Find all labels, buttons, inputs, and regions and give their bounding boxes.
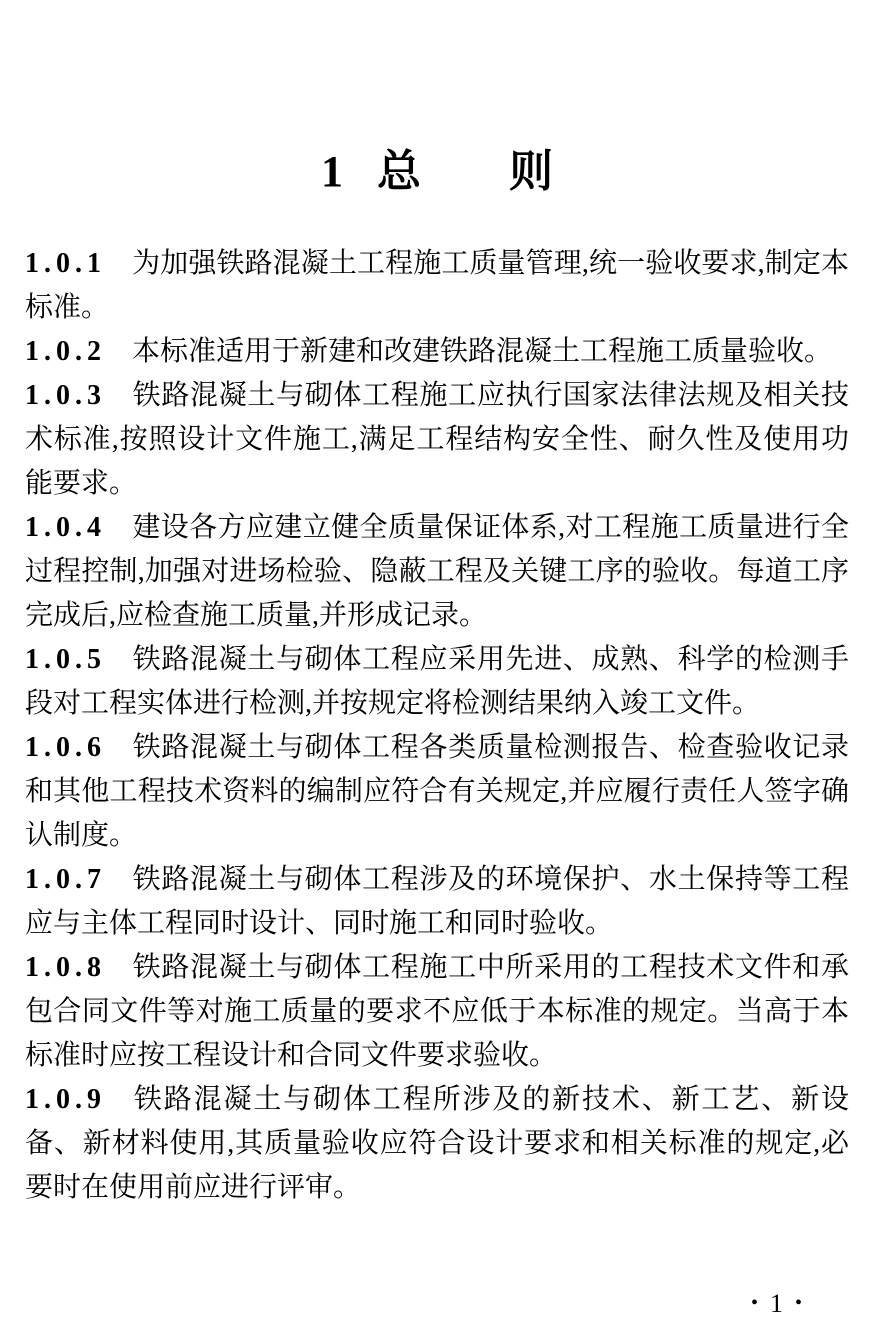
clause-number: 1.0.4 <box>25 512 106 543</box>
clause <box>25 1078 849 1210</box>
clause-text: 铁路混凝土与砌体工程施工应执行国家法律法规及相关技术标准,按照设计文件施工,满足工程结构安全性、耐久性及使用功能要求。 <box>25 380 849 499</box>
footer-bullet-left: • <box>750 1292 758 1314</box>
clause-text: 铁路混凝土与砌体工程应采用先进、成熟、科学的检测手段对工程实体进行检测,并按规定将检测结果纳入竣工文件。 <box>25 644 849 719</box>
clause-text: 本标准适用于新建和改建铁路混凝土工程施工质量验收。 <box>132 336 833 367</box>
clause <box>25 374 849 506</box>
page-number <box>751 1288 802 1319</box>
clause-text: 为加强铁路混凝土工程施工质量管理,统一验收要求,制定本标准。 <box>25 248 849 323</box>
clause-text: 建设各方应建立健全质量保证体系,对工程施工质量进行全过程控制,加强对进场检验、隐蔽工程及关键工序的验收。每道工序完成后,应检查施工质量,并形成记录。 <box>25 512 849 631</box>
page-number-value: 1 <box>769 1289 783 1318</box>
clause-number: 1.0.2 <box>25 336 106 367</box>
clause <box>25 330 849 374</box>
chapter-number: 1 <box>321 147 343 196</box>
clause-number: 1.0.6 <box>25 732 106 763</box>
clause-text: 铁路混凝土与砌体工程涉及的环境保护、水土保持等工程应与主体工程同时设计、同时施工和同时验收。 <box>25 864 849 939</box>
footer-bullet-right: • <box>794 1292 802 1314</box>
clause-text: 铁路混凝土与砌体工程各类质量检测报告、检查验收记录和其他工程技术资料的编制应符合有关规定,并应履行责任人签字确认制度。 <box>25 732 849 851</box>
clause-number: 1.0.5 <box>25 644 106 675</box>
clause-number: 1.0.1 <box>25 248 106 279</box>
clause <box>25 858 849 946</box>
clause-number: 1.0.9 <box>25 1084 106 1115</box>
clause <box>25 726 849 858</box>
clause-list <box>25 242 849 1210</box>
chapter-title-char-2: 则 <box>509 147 553 196</box>
clause-number: 1.0.3 <box>25 380 106 411</box>
chapter-title-char-1: 总 <box>377 147 421 196</box>
clause <box>25 506 849 638</box>
clause-text: 铁路混凝土与砌体工程施工中所采用的工程技术文件和承包合同文件等对施工质量的要求不应低于本标准的规定。当高于本标准时应按工程设计和合同文件要求验收。 <box>25 952 849 1071</box>
clause <box>25 242 849 330</box>
chapter-title <box>0 144 874 200</box>
clause-number: 1.0.7 <box>25 864 106 895</box>
clause <box>25 946 849 1078</box>
clause-text: 铁路混凝土与砌体工程所涉及的新技术、新工艺、新设备、新材料使用,其质量验收应符合设计要求和相关标准的规定,必要时在使用前应进行评审。 <box>25 1084 849 1203</box>
clause-number: 1.0.8 <box>25 952 106 983</box>
clause <box>25 638 849 726</box>
